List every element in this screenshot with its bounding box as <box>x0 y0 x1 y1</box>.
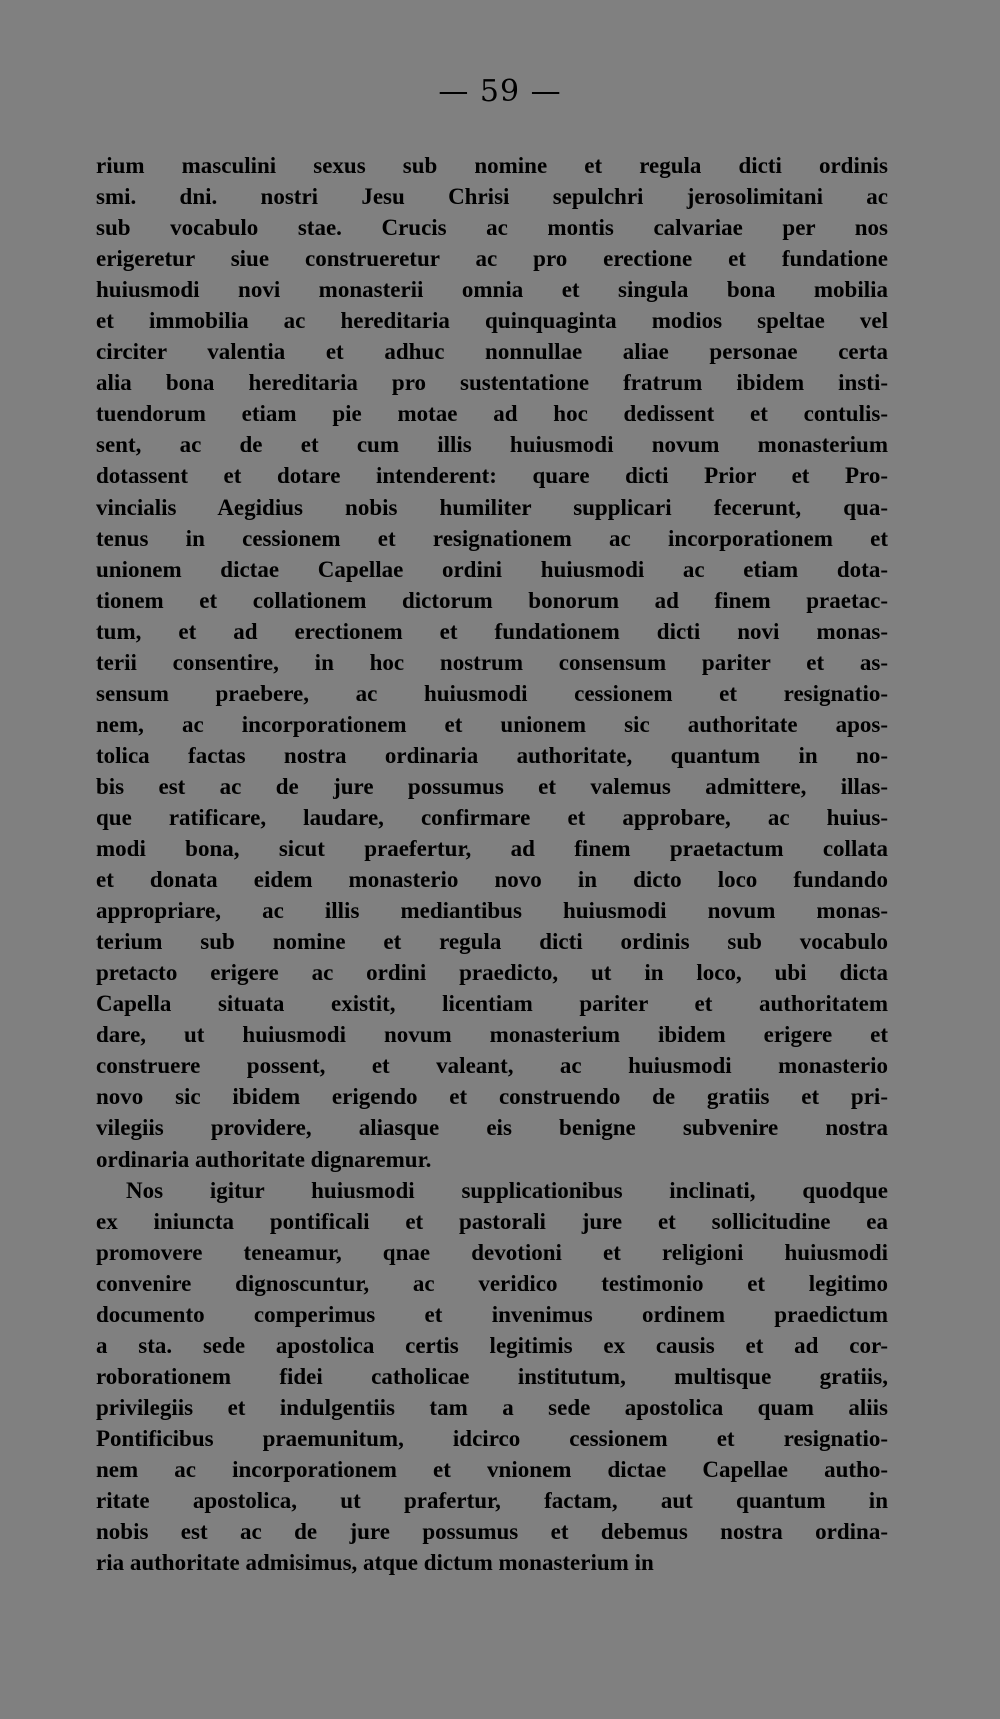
text-line: terium sub nomine et regula dicti ordinis sub vocabulo <box>96 929 888 955</box>
text-line: dare, ut huiusmodi novum monasterium ibidem erigere et <box>96 1022 888 1048</box>
text-line: vincialis Aegidius nobis humiliter supplicari fecerunt, qua- <box>96 494 888 520</box>
text-line: privilegiis et indulgentiis tam a sede apostolica quam aliis <box>96 1394 888 1420</box>
text-line: sent, ac de et cum illis huiusmodi novum monasterium <box>96 432 888 458</box>
text-line: pretacto erigere ac ordini praedicto, ut in loco, ubi dicta <box>96 960 888 986</box>
text-line: tolica factas nostra ordinaria authoritate, quantum in no- <box>96 742 888 768</box>
text-line: dotassent et dotare intenderent: quare dicti Prior et Pro- <box>96 463 888 489</box>
text-line: erigeretur siue construeretur ac pro erectione et fundatione <box>96 246 888 272</box>
text-line: ex iniuncta pontificali et pastorali jure et sollicitudine ea <box>96 1208 888 1234</box>
text-line: convenire dignoscuntur, ac veridico testimonio et legitimo <box>96 1270 888 1296</box>
text-line: smi. dni. nostri Jesu Chrisi sepulchri jerosolimitani ac <box>96 184 888 210</box>
text-line: unionem dictae Capellae ordini huiusmodi ac etiam dota- <box>96 556 888 582</box>
text-line: tionem et collationem dictorum bonorum ad finem praetac- <box>96 587 888 613</box>
text-line: Capella situata existit, licentiam pariter et authoritatem <box>96 991 888 1017</box>
text-line: ritate apostolica, ut prafertur, factam, aut quantum in <box>96 1488 888 1514</box>
text-line: bis est ac de jure possumus et valemus admittere, illas- <box>96 773 888 799</box>
text-line: vilegiis providere, aliasque eis benigne subvenire nostra <box>96 1115 888 1141</box>
text-line: Nos igitur huiusmodi supplicationibus inclinati, quodque <box>126 1177 888 1203</box>
text-line: nem ac incorporationem et vnionem dictae Capellae autho- <box>96 1456 888 1482</box>
text-line: alia bona hereditaria pro sustentatione fratrum ibidem insti- <box>96 370 888 396</box>
text-line: construere possent, et valeant, ac huiusmodi monasterio <box>96 1053 888 1079</box>
page-number: — 59 — <box>438 74 562 109</box>
paragraph-1 <box>96 150 888 1175</box>
text-line: sensum praebere, ac huiusmodi cessionem et resignatio- <box>96 680 888 706</box>
paragraph-2 <box>96 1175 888 1579</box>
text-line: promovere teneamur, qnae devotioni et religioni huiusmodi <box>96 1239 888 1265</box>
text-line: et donata eidem monasterio novo in dicto loco fundando <box>96 867 888 893</box>
text-line: sub vocabulo stae. Crucis ac montis calvariae per nos <box>96 215 888 241</box>
text-line: rium masculini sexus sub nomine et regula dicti ordinis <box>96 153 888 178</box>
text-line: et immobilia ac hereditaria quinquaginta modios speltae vel <box>96 308 888 334</box>
text-line: que ratificare, laudare, confirmare et approbare, ac huius- <box>96 804 888 830</box>
text-line: tuendorum etiam pie motae ad hoc dedissent et contulis- <box>96 401 888 427</box>
text-line: ordinaria authoritate dignaremur. <box>96 1146 432 1172</box>
text-line: huiusmodi novi monasterii omnia et singula bona mobilia <box>96 277 888 303</box>
text-line: a sta. sede apostolica certis legitimis ex causis et ad cor- <box>96 1332 888 1358</box>
text-line: tenus in cessionem et resignationem ac incorporationem et <box>96 525 888 551</box>
text-line: nem, ac incorporationem et unionem sic authoritate apos- <box>96 711 888 737</box>
text-line: appropriare, ac illis mediantibus huiusmodi novum monas- <box>96 898 888 924</box>
text-line: terii consentire, in hoc nostrum consensum pariter et as- <box>96 649 888 675</box>
text-line: novo sic ibidem erigendo et construendo de gratiis et pri- <box>96 1084 888 1110</box>
text-line: ria authoritate admisimus, atque dictum monasterium in <box>96 1550 654 1576</box>
text-line: nobis est ac de jure possumus et debemus nostra ordina- <box>96 1519 888 1545</box>
text-line: tum, et ad erectionem et fundationem dicti novi monas- <box>96 618 888 644</box>
text-line: documento comperimus et invenimus ordinem praedictum <box>96 1301 888 1327</box>
text-line: modi bona, sicut praefertur, ad finem praetactum collata <box>96 836 888 862</box>
body-text <box>96 150 888 1578</box>
text-line: roborationem fidei catholicae institutum, multisque gratiis, <box>96 1363 888 1389</box>
text-line: circiter valentia et adhuc nonnullae aliae personae certa <box>96 339 888 365</box>
text-line: Pontificibus praemunitum, idcirco cessionem et resignatio- <box>96 1425 888 1451</box>
